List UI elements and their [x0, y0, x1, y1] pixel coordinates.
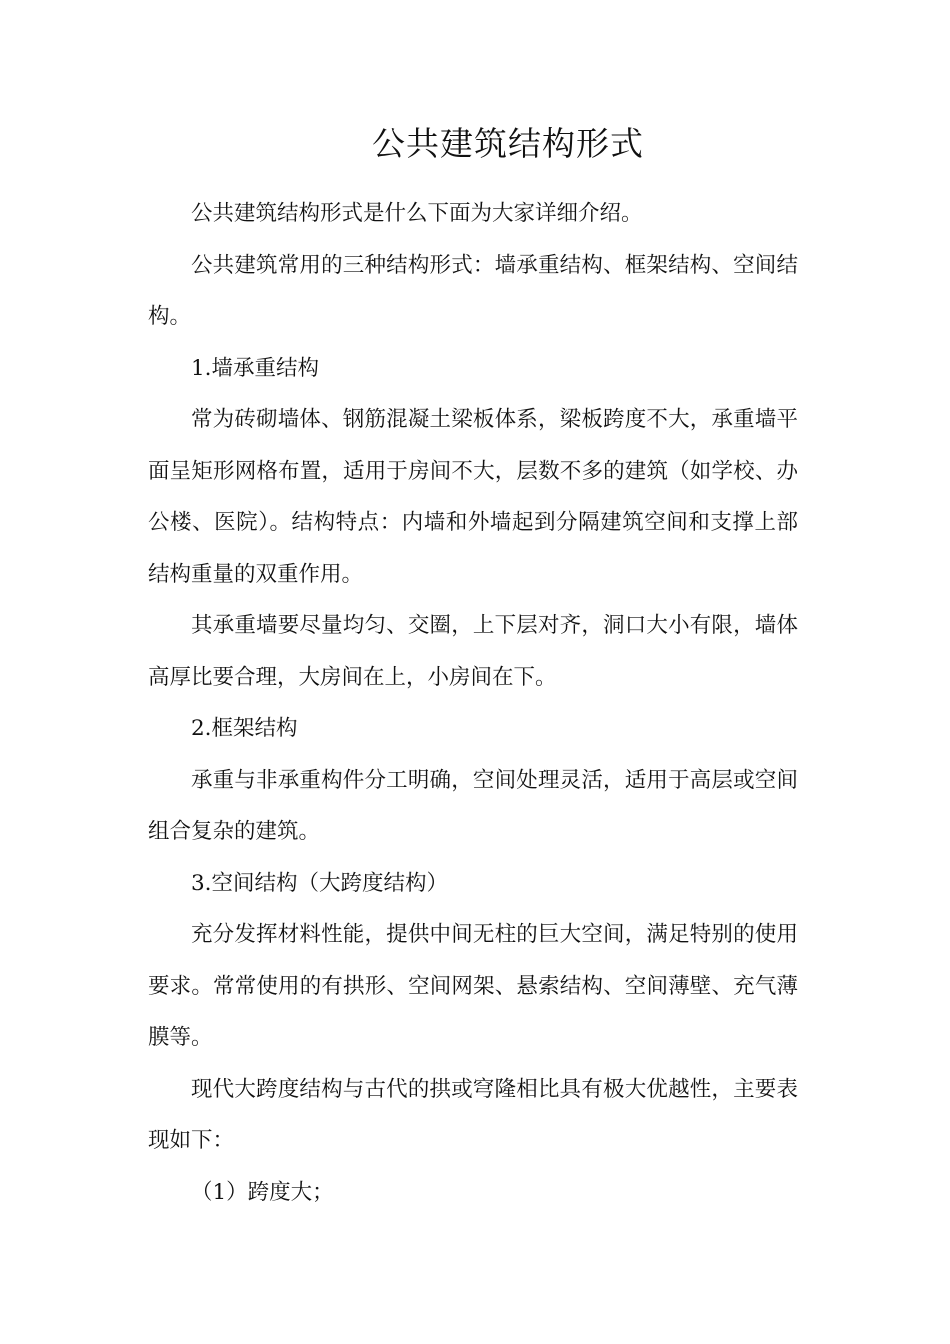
- document-title: 公共建筑结构形式: [372, 124, 644, 163]
- list-item-span: （1）跨度大；: [191, 1179, 334, 1205]
- paragraph-intro: 公共建筑结构形式是什么下面为大家详细介绍。: [191, 201, 643, 226]
- heading-frame: 2.框架结构: [191, 716, 298, 741]
- paragraph-three-forms: 公共建筑常用的三种结构形式：墙承重结构、框架结构、空间结构。: [148, 252, 798, 329]
- paragraph-modern-advantages: 现代大跨度结构与古代的拱或穹隆相比具有极大优越性，主要表现如下：: [148, 1076, 798, 1153]
- heading-wall-bearing: 1.墙承重结构: [191, 355, 320, 381]
- document-body: [148, 188, 798, 1218]
- paragraph-space-structure: 充分发挥材料性能，提供中间无柱的巨大空间，满足特别的使用要求。常常使用的有拱形、空间网架、悬索结构、空间薄壁、充气薄膜等。: [148, 922, 798, 1050]
- paragraph-frame: 承重与非承重构件分工明确，空间处理灵活，适用于高层或空间组合复杂的建筑。: [148, 767, 798, 844]
- paragraph-wall-requirements: 其承重墙要尽量均匀、交圈，上下层对齐，洞口大小有限，墙体高厚比要合理，大房间在上，小房间在下。: [148, 613, 798, 690]
- paragraph-wall-bearing: 常为砖砌墙体、钢筋混凝土梁板体系，梁板跨度不大，承重墙平面呈矩形网格布置，适用于房间不大，层数不多的建筑（如学校、办公楼、医院）。结构特点：内墙和外墙起到分隔建筑空间和支撑上部结构重量的双重作用。: [148, 407, 798, 587]
- heading-space-structure: 3.空间结构（大跨度结构）: [191, 870, 449, 896]
